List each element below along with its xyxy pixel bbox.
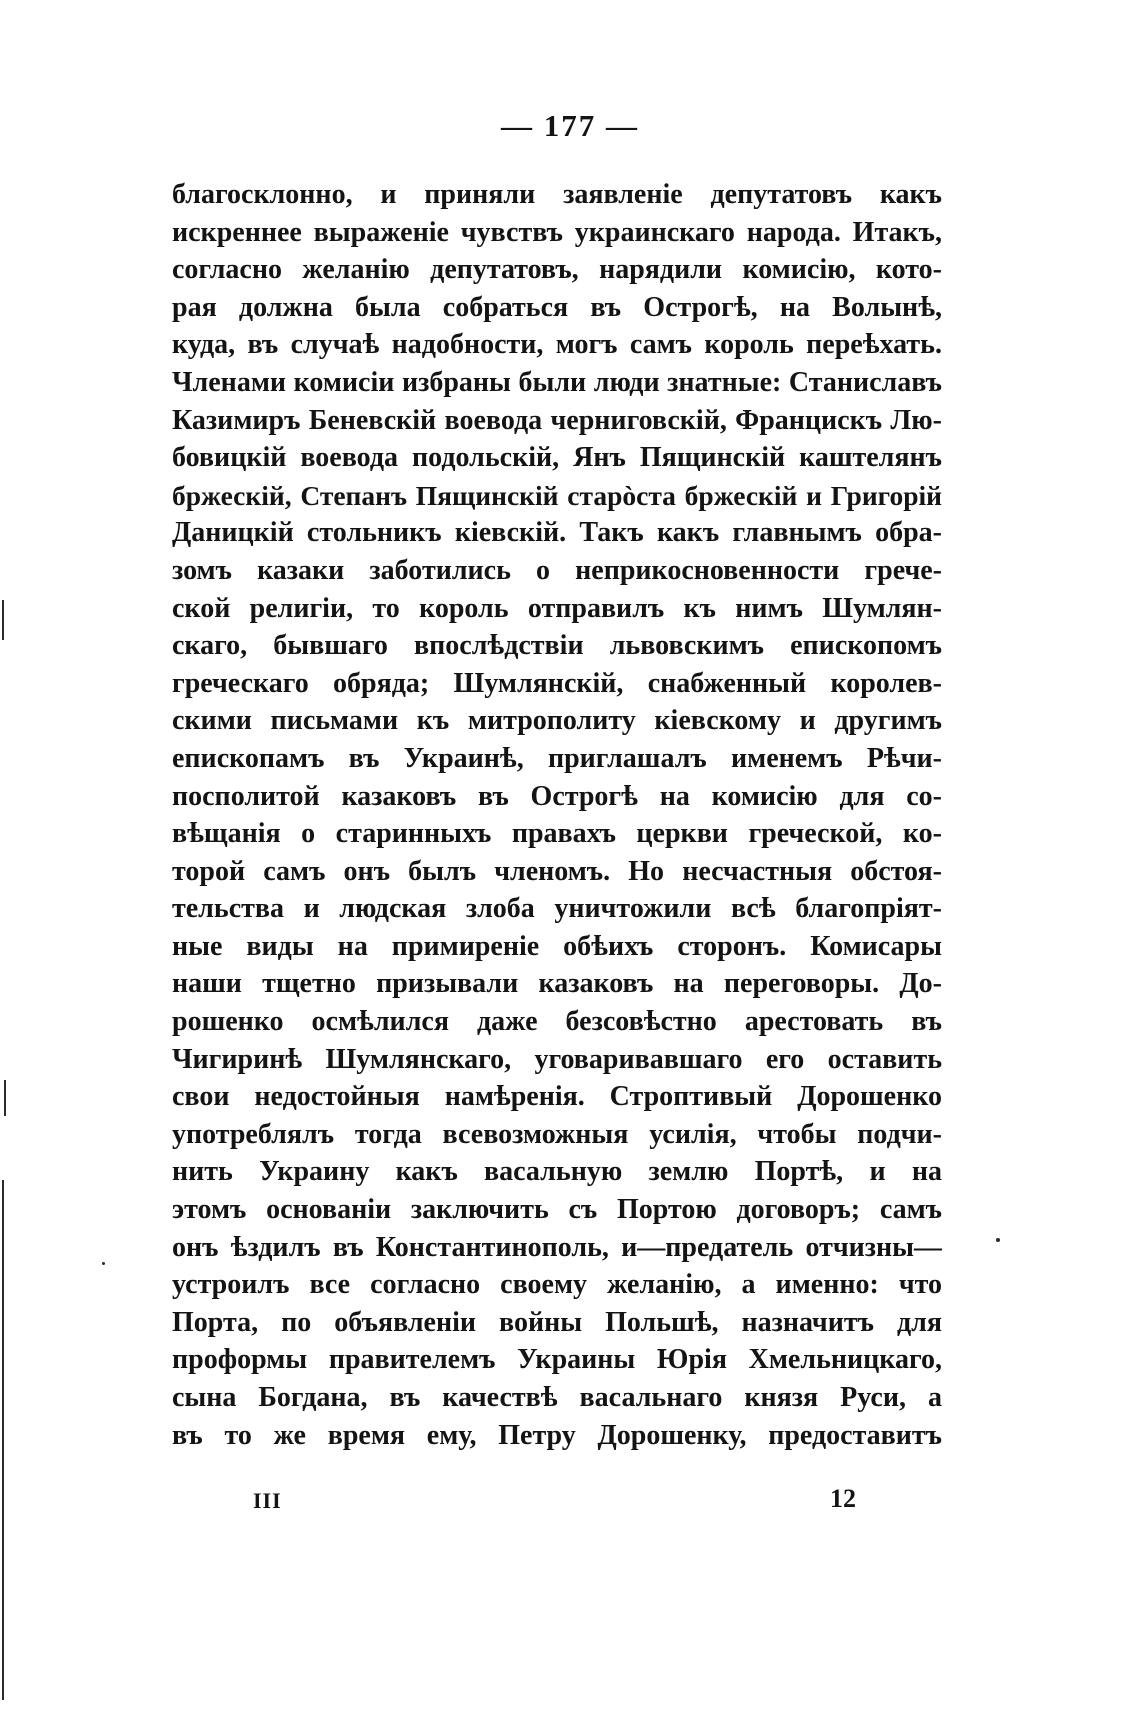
page-number-header: — 177 — [501,108,639,143]
signature-mark: III [253,1488,282,1513]
text-line: Казимиръ Беневскій воевода черниговскій, Францискъ Лю- [172,404,942,436]
text-line: согласно желанію депутатовъ, нарядили комисію, кото- [172,254,942,286]
body-text [172,176,942,1454]
text-line: куда, въ случаѣ надобности, могъ самъ король переѣхать. [172,329,942,361]
text-line: епископамъ въ Украинѣ, приглашалъ именемъ Рѣчи- [172,742,942,774]
text-line: скаго, бывшаго впослѣдствіи львовскимъ епископомъ [172,630,942,662]
text-line: сына Богдана, въ качествѣ васальнаго князя Руси, а [172,1382,942,1413]
text-line: бржескій, Степанъ Пящинскій старòста бржескій и Григорій [172,479,942,511]
text-line: торой самъ онъ былъ членомъ. Но несчастныя обстоя- [172,855,942,887]
text-line: Порта, по объявленіи войны Польшѣ, назначитъ для [172,1306,942,1338]
text-line: бовицкій воевода подольскій, Янъ Пящинскій каштелянъ [172,442,942,474]
text-line: ской религіи, то король отправилъ къ нимъ Шумлян- [172,592,942,624]
scan-edge-mark [2,600,4,640]
text-line: греческаго обряда; Шумлянскій, снабженный королев- [172,667,942,699]
text-line: въ то же время ему, Петру Дорошенку, предоставитъ [172,1419,942,1451]
text-line: тельства и людская злоба уничтожили всѣ благопріят- [172,893,942,925]
text-line: употреблялъ тогда всевозможныя усилія, чтобы подчи- [172,1118,942,1150]
text-line: нить Украину какъ васальную землю Портѣ, и на [172,1156,942,1188]
text-line: онъ ѣздилъ въ Константинополь, и—предатель отчизны— [172,1231,942,1263]
scan-edge-mark [2,1180,4,1700]
text-line: ные виды на примиреніе обѣихъ сторонъ. Комисары [172,930,942,962]
text-line: благосклонно, и приняли заявленіе депутатовъ какъ [172,179,942,210]
text-line: Чигиринѣ Шумлянскаго, уговаривавшаго его оставить [172,1043,942,1075]
text-line: скими письмами къ митрополиту кіевскому и другимъ [172,705,942,737]
text-line: Даницкій стольникъ кіевскій. Такъ какъ главнымъ обра- [172,517,942,549]
scan-edge-mark [4,1080,6,1116]
text-line: свои недостойныя намѣренія. Строптивый Дорошенко [172,1081,942,1113]
text-line: проформы правителемъ Украины Юрія Хмельницкаго, [172,1344,942,1376]
scan-dot [996,1238,1000,1242]
sheet-number: 12 [830,1484,856,1513]
text-line: Членами комисіи избраны были люди знатные: Станиславъ [172,366,942,398]
scan-dot [102,1262,105,1265]
text-line: искреннее выраженіе чувствъ украинскаго народа. Итакъ, [172,216,942,248]
text-line: вѣщанія о старинныхъ правахъ церкви греческой, ко- [172,818,942,850]
text-line: рая должна была собраться въ Острогѣ, на Волынѣ, [172,291,942,323]
text-line: наши тщетно призывали казаковъ на переговоры. До- [172,968,942,1000]
text-line: этомъ основаніи заключить съ Портою договоръ; самъ [172,1194,942,1226]
text-line: рошенко осмѣлился даже безсовѣстно арестовать въ [172,1006,942,1038]
text-line: зомъ казаки заботились о неприкосновенности грече- [172,554,942,586]
text-line: посполитой казаковъ въ Острогѣ на комисію для со- [172,780,942,812]
text-line: устроилъ все согласно своему желанію, а именно: что [172,1269,942,1301]
